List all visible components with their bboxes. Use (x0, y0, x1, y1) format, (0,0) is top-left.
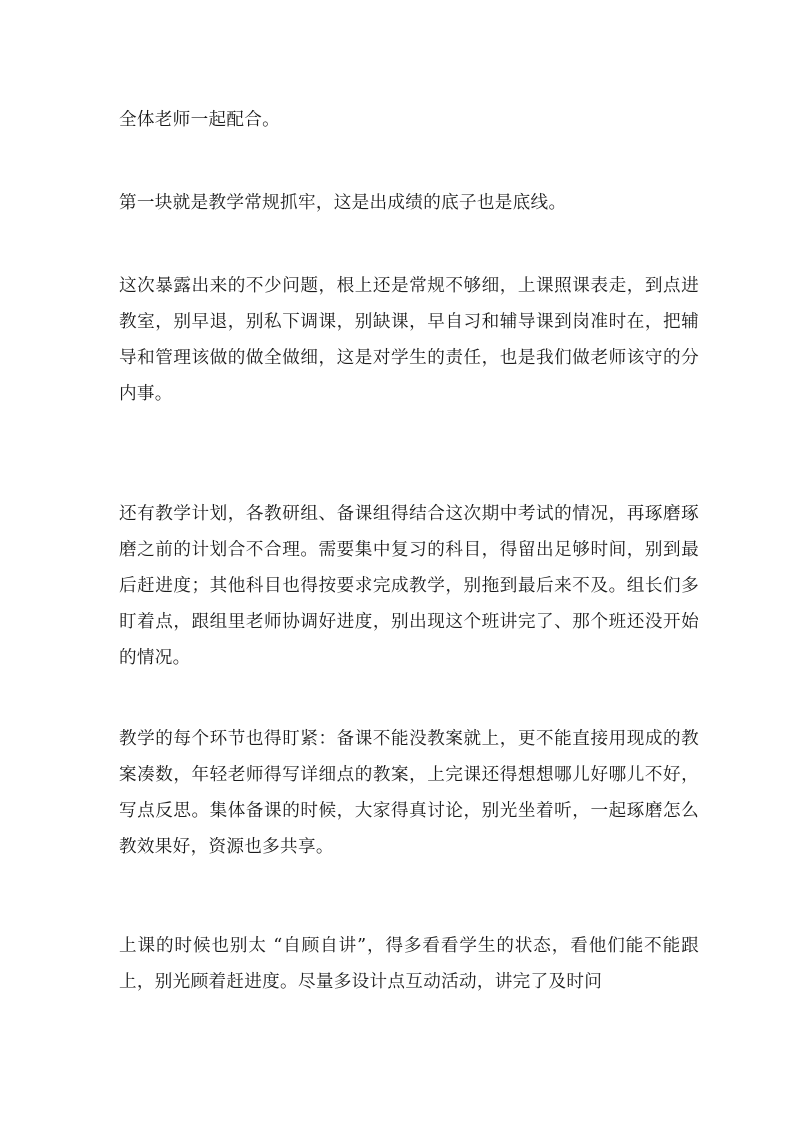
paragraph-6: 上课的时候也别太 “自顾自讲”，得多看看学生的状态，看他们能不能跟上，别光顾着赶进度。尽量多设计点互动活动，讲完了及时问 (119, 936, 699, 992)
paragraph-2: 第一块就是教学常规抓牢，这是出成绩的底子也是底线。 (119, 193, 567, 213)
paragraph-4: 还有教学计划，各教研组、备课组得结合这次期中考试的情况，再琢磨琢磨之前的计划合不合理。需要集中复习的科目，得留出足够时间，别到最后赶进度；其他科目也得按要求完成教学，别拖到最后来不及。组长们多盯着点，跟组里老师协调好进度，别出现这个班讲完了、那个班还没开始的情况。 (119, 504, 699, 668)
paragraph-3: 这次暴露出来的不少问题，根上还是常规不够细，上课照课表走，到点进教室，别早退，别私下调课，别缺课，早自习和辅导课到岗准时在，把辅导和管理该做的做全做细，这是对学生的责任，也是我们做老师该守的分内事。 (119, 276, 699, 404)
paragraph-5: 教学的每个环节也得盯紧：备课不能没教案就上，更不能直接用现成的教案凑数，年轻老师得写详细点的教案，上完课还得想想哪儿好哪儿不好，写点反思。集体备课的时候，大家得真讨论，别光坐着听，一起琢磨怎么教效果好，资源也多共享。 (119, 729, 699, 857)
paragraph-1: 全体老师一起配合。 (119, 110, 281, 130)
